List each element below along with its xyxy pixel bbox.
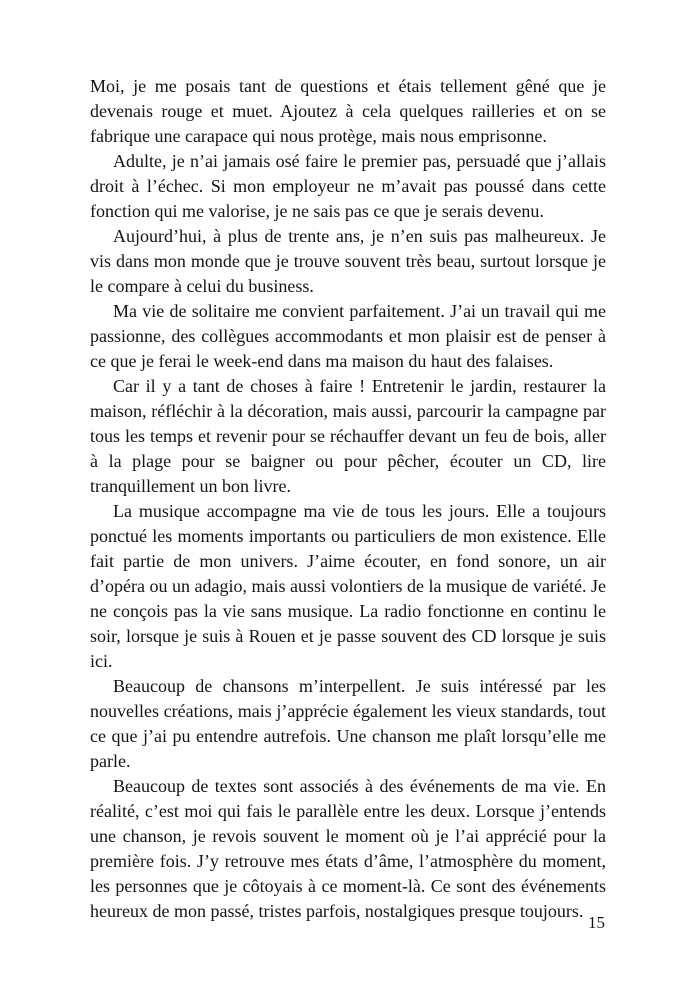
paragraph: Moi, je me posais tant de questions et étais tellement gêné que je devenais rouge et muet. Ajoutez à cela quelques railleries et on se fabrique une carapace qui nous protège, mais nous emprisonne. [90, 76, 606, 146]
paragraph: Adulte, je n’ai jamais osé faire le premier pas, persuadé que j’allais droit à l’échec. Si mon employeur ne m’avait pas poussé dans cette fonction qui me valorise, je ne sais pas ce que je serais devenu. [90, 151, 606, 221]
paragraph: La musique accompagne ma vie de tous les jours. Elle a toujours ponctué les moments importants ou particuliers de mon existence. Elle fait partie de mon univers. J’aime écouter, en fond sonore, un air d’opéra ou un adagio, mais aussi volontiers de la musique de variété. Je ne conçois pas la vie sans musique. La radio fonctionne en continu le soir, lorsque je suis à Rouen et je passe souvent des CD lorsque je suis ici. [90, 501, 606, 671]
paragraph: Car il y a tant de choses à faire ! Entretenir le jardin, restaurer la maison, réfléchir à la décoration, mais aussi, parcourir la campagne par tous les temps et revenir pour se réchauffer devant un feu de bois, aller à la plage pour se baigner ou pour pêcher, écouter un CD, lire tranquillement un bon livre. [90, 376, 606, 496]
paragraph: Aujourd’hui, à plus de trente ans, je n’en suis pas malheureux. Je vis dans mon monde que je trouve souvent très beau, surtout lorsque je le compare à celui du business. [90, 226, 606, 296]
paragraph: Beaucoup de textes sont associés à des événements de ma vie. En réalité, c’est moi qui fais le parallèle entre les deux. Lorsque j’entends une chanson, je revois souvent le moment où je l’ai apprécié pour la première fois. J’y retrouve mes états d’âme, l’atmosphère du moment, les personnes que je côtoyais à ce moment-là. Ce sont des événements heureux de mon passé, tristes parfois, nostalgiques presque toujours. [90, 776, 606, 921]
body-text [90, 74, 606, 924]
paragraph: Ma vie de solitaire me convient parfaitement. J’ai un travail qui me passionne, des collègues accommodants et mon plaisir est de penser à ce que je ferai le week-end dans ma maison du haut des falaises. [90, 301, 606, 371]
page-number: 15 [588, 913, 605, 932]
paragraph: Beaucoup de chansons m’interpellent. Je suis intéressé par les nouvelles créations, mais j’apprécie également les vieux standards, tout ce que j’ai pu entendre autrefois. Une chanson me plaît lorsqu’elle me parle. [90, 676, 606, 771]
